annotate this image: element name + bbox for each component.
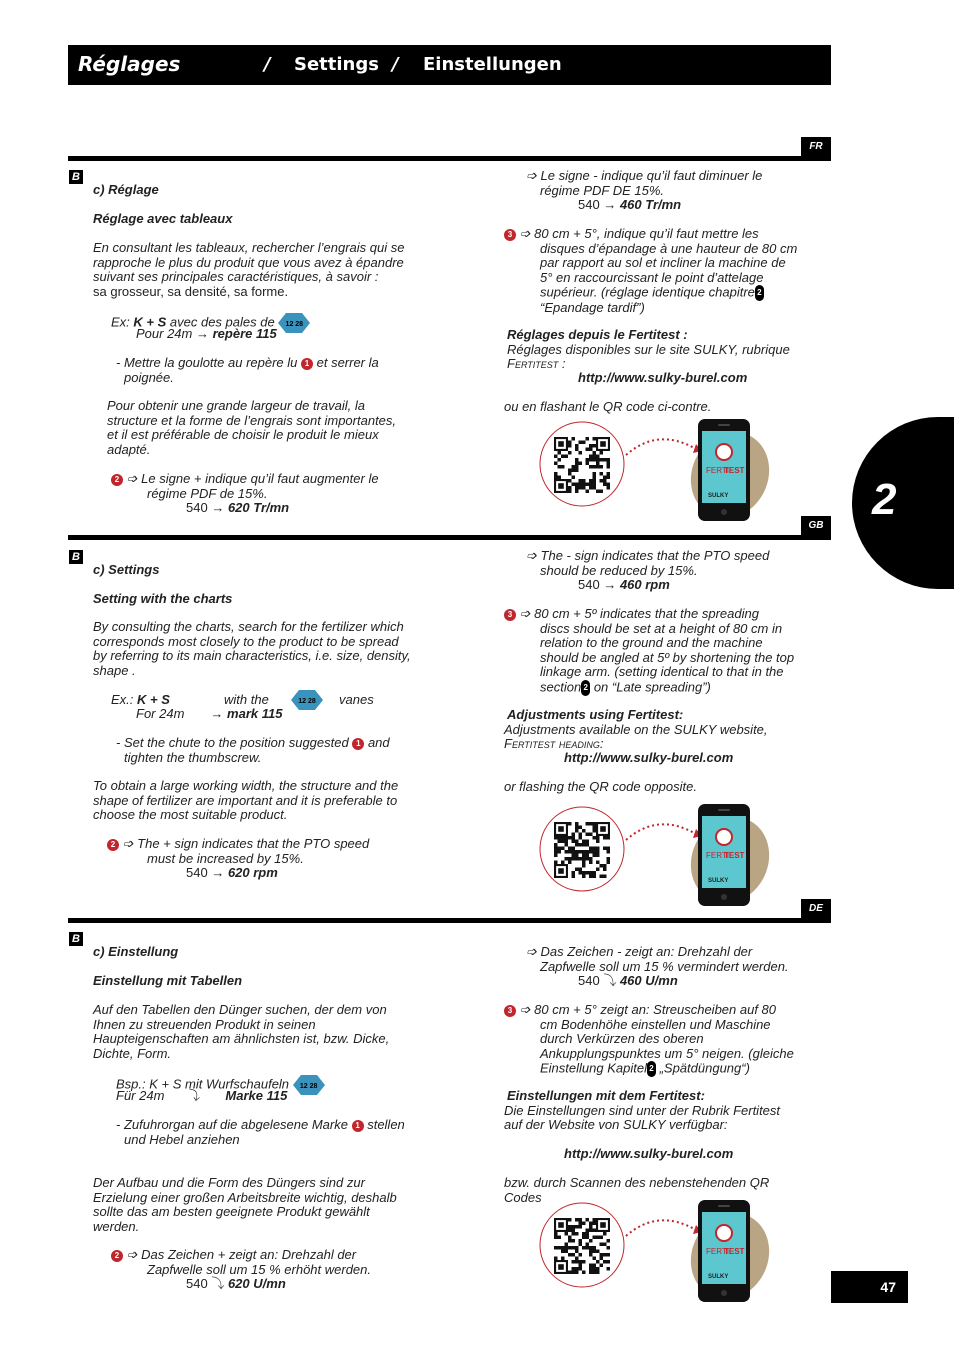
title-separator: / — [264, 54, 271, 75]
svg-text:FERTI: FERTI — [706, 851, 729, 860]
chapter-ref-icon: 2 — [755, 285, 764, 301]
example-line: vanes — [339, 692, 374, 707]
example-line: For 24m → mark 115 — [136, 706, 283, 721]
svg-text:SULKY: SULKY — [708, 1274, 729, 1280]
paragraph: En consultant les tableaux, rechercher l’engrais qui se rapproche le plus du produit que vous avez à épandre suivant ses principales caractéristiques, à savoir : sa grosseur, sa densité, sa forme. — [93, 240, 405, 299]
paragraph: Auf den Tabellen den Dünger suchen, der dem von Ihnen zu streuenden Produkt in seinen Haupteigenschaften am ähnlichsten ist, bzw. Dicke, Dichte, Form. — [93, 1002, 390, 1061]
chapter-ref-icon: 2 — [581, 680, 590, 696]
step-marker-icon: 2 — [107, 839, 119, 851]
block-label: B — [69, 550, 83, 564]
arrow-icon: → — [195, 326, 209, 341]
fertitest-block: Einstellungen mit dem Fertitest: Die Einstellungen sind unter der Rubrik Fertitest auf der Website von SULKY verfügbar: — [504, 1088, 781, 1132]
instruction-step: - Mettre la goulotte au repère lu 1 et serrer la poignée. — [116, 355, 379, 385]
step-marker-icon: 1 — [301, 358, 313, 370]
svg-text:SULKY: SULKY — [708, 878, 729, 884]
section-heading: c) Settings — [93, 562, 160, 577]
step-marker-icon: 3 — [504, 229, 516, 241]
plus-sign-note: 2 ➩ Das Zeichen + zeigt an: Drehzahl der Zapfwelle soll um 15 % erhöht werden. 540 ⤵ 620 U/mn — [111, 1248, 371, 1292]
website-link[interactable]: http://www.sulky-burel.com — [578, 370, 748, 385]
qr-code-phone-icon — [538, 1198, 778, 1304]
block-label: B — [69, 170, 83, 184]
qr-text: bzw. durch Scannen des nebenstehenden QR Codes — [504, 1175, 770, 1205]
block-label: B — [69, 932, 83, 946]
example-line: Pour 24m → repère 115 — [136, 326, 277, 341]
svg-text:SULKY: SULKY — [708, 493, 729, 499]
example-line: Ex.: K + S — [111, 692, 170, 707]
minus-sign-note: ➩ Das Zeichen - zeigt an: Drehzahl der Zapfwelle soll um 15 % vermindert werden. 540 ⤵ 460 U/mn — [526, 944, 789, 988]
minus-sign-note: ➩ Le signe - indique qu’il faut diminuer le régime PDF DE 15%. 540 → 460 Tr/mn — [526, 168, 763, 212]
plus-sign-note: 2 ➩ Le signe + indique qu’il faut augmenter le régime PDF de 15%. 540 → 620 Tr/mn — [111, 472, 379, 516]
fertitest-block: Adjustments using Fertitest: Adjustments available on the SULKY website, Fertitest heading: — [504, 707, 768, 751]
section-rule — [68, 918, 831, 923]
example-line: Ex: K + S avec des pales de 12 28 — [111, 313, 310, 333]
plus-sign-note: 2 ➩ The + sign indicates that the PTO speed must be increased by 15%. 540 → 620 rpm — [107, 837, 369, 881]
hollow-arrow-icon: ➩ — [126, 1247, 138, 1262]
svg-text:TEST: TEST — [724, 466, 745, 475]
lang-badge-gb: GB — [801, 516, 831, 536]
sub-heading: Setting with the charts — [93, 591, 233, 606]
title-de: Einstellungen — [423, 54, 562, 75]
minus-sign-note: ➩ The - sign indicates that the PTO speed should be reduced by 15%. 540 → 460 rpm — [526, 548, 770, 592]
section-rule — [68, 156, 831, 161]
hollow-arrow-icon: ➩ — [126, 471, 138, 486]
paragraph: By consulting the charts, search for the fertilizer which corresponds most closely to the product to be spread by referring to its main characteristics, i.e. size, density, shape . — [93, 619, 411, 678]
sub-heading: Réglage avec tableaux — [93, 211, 233, 226]
lang-badge-de: DE — [801, 899, 831, 919]
svg-text:TEST: TEST — [724, 851, 745, 860]
step-three-note: 3 ➩ 80 cm + 5°, indique qu’il faut mettre les disques d’épandage à une hauteur de 80 cm par rapport au sol et incliner la machine de 5° en raccourcissant le point d’attelage supérieur. (réglage identique chapitre 2 “Epandage tardif”) — [504, 227, 797, 316]
qr-code-phone-icon — [538, 802, 778, 908]
paragraph: To obtain a large working width, the structure and the shape of fertilizer are important and it is preferable to choose the most suitable product. — [93, 778, 399, 822]
example-line: Für 24m ⤵ Marke 115 — [116, 1088, 288, 1103]
qr-code-phone-icon — [538, 417, 778, 523]
step-three-note: 3 ➩ 80 cm + 5º indicates that the spreading discs should be set at a height of 80 cm in relation to the ground and the machine should be angled at 5º by shortening the top linkage arm. (setting identical to that in the section 2 on “Late spreading”) — [504, 607, 794, 696]
vane-badge-icon: 12 28 — [278, 313, 310, 333]
step-marker-icon: 3 — [504, 1005, 516, 1017]
page-number: 47 — [831, 1271, 908, 1303]
chapter-tab: 2 — [852, 417, 954, 589]
title-separator: / — [392, 54, 399, 75]
section-rule — [68, 535, 831, 540]
step-marker-icon: 3 — [504, 609, 516, 621]
hollow-arrow-icon: ➩ — [526, 548, 537, 563]
step-marker-icon: 2 — [111, 1250, 123, 1262]
example-line: with the — [224, 692, 269, 707]
lang-badge-fr: FR — [801, 137, 831, 157]
qr-text: or flashing the QR code opposite. — [504, 779, 697, 794]
step-marker-icon: 1 — [352, 738, 364, 750]
arrow-icon: ⤵ — [186, 1088, 200, 1103]
section-heading: c) Réglage — [93, 182, 159, 197]
hollow-arrow-icon: ➩ — [526, 168, 537, 183]
svg-text:FERTI: FERTI — [706, 1247, 729, 1256]
instruction-step: - Set the chute to the position suggested 1 and tighten the thumbscrew. — [116, 735, 390, 765]
instruction-step: - Zufuhrorgan auf die abgelesene Marke 1 stellen und Hebel anziehen — [116, 1117, 405, 1147]
hollow-arrow-icon: ➩ — [526, 944, 537, 959]
page-header — [68, 45, 831, 85]
step-three-note: 3 ➩ 80 cm + 5° zeigt an: Streuscheiben auf 80 cm Bodenhöhe einstellen und Maschine durch Verkürzen des oberen Ankupplungspunktes um 5° neigen. (gleiche Einstellung Kapitel 2 „Spätdüngung“) — [504, 1003, 794, 1077]
chapter-ref-icon: 2 — [647, 1061, 656, 1077]
hollow-arrow-icon: ➩ — [122, 836, 134, 851]
website-link[interactable]: http://www.sulky-burel.com — [564, 1146, 734, 1161]
title-fr: Réglages — [78, 52, 181, 76]
step-marker-icon: 1 — [352, 1120, 364, 1132]
vane-badge-icon: 12 28 — [293, 1075, 325, 1095]
step-marker-icon: 2 — [111, 474, 123, 486]
example-line — [291, 690, 323, 710]
example-line: Bsp.: K + S mit Wurfschaufeln 12 28 — [116, 1075, 325, 1095]
sub-heading: Einstellung mit Tabellen — [93, 973, 243, 988]
vane-badge-icon: 12 28 — [291, 690, 323, 710]
fertitest-block: Réglages depuis le Fertitest : Réglages disponibles sur le site SULKY, rubrique Fertitest : — [507, 327, 790, 371]
svg-text:FERTI: FERTI — [706, 466, 729, 475]
qr-text: ou en flashant le QR code ci-contre. — [504, 399, 712, 414]
paragraph: Der Aufbau und die Form des Düngers sind zur Erzielung einer großen Arbeitsbreite wichtig, deshalb sollte das am besten geeignete Produkt gewählt werden. — [93, 1175, 397, 1234]
svg-text:TEST: TEST — [724, 1247, 745, 1256]
website-link[interactable]: http://www.sulky-burel.com — [564, 750, 734, 765]
section-heading: c) Einstellung — [93, 944, 179, 959]
paragraph: Pour obtenir une grande largeur de travail, la structure et la forme de l’engrais sont importantes, et il est préférable de choisir le produit le mieux adapté. — [107, 398, 397, 457]
title-gb: Settings — [294, 54, 379, 75]
